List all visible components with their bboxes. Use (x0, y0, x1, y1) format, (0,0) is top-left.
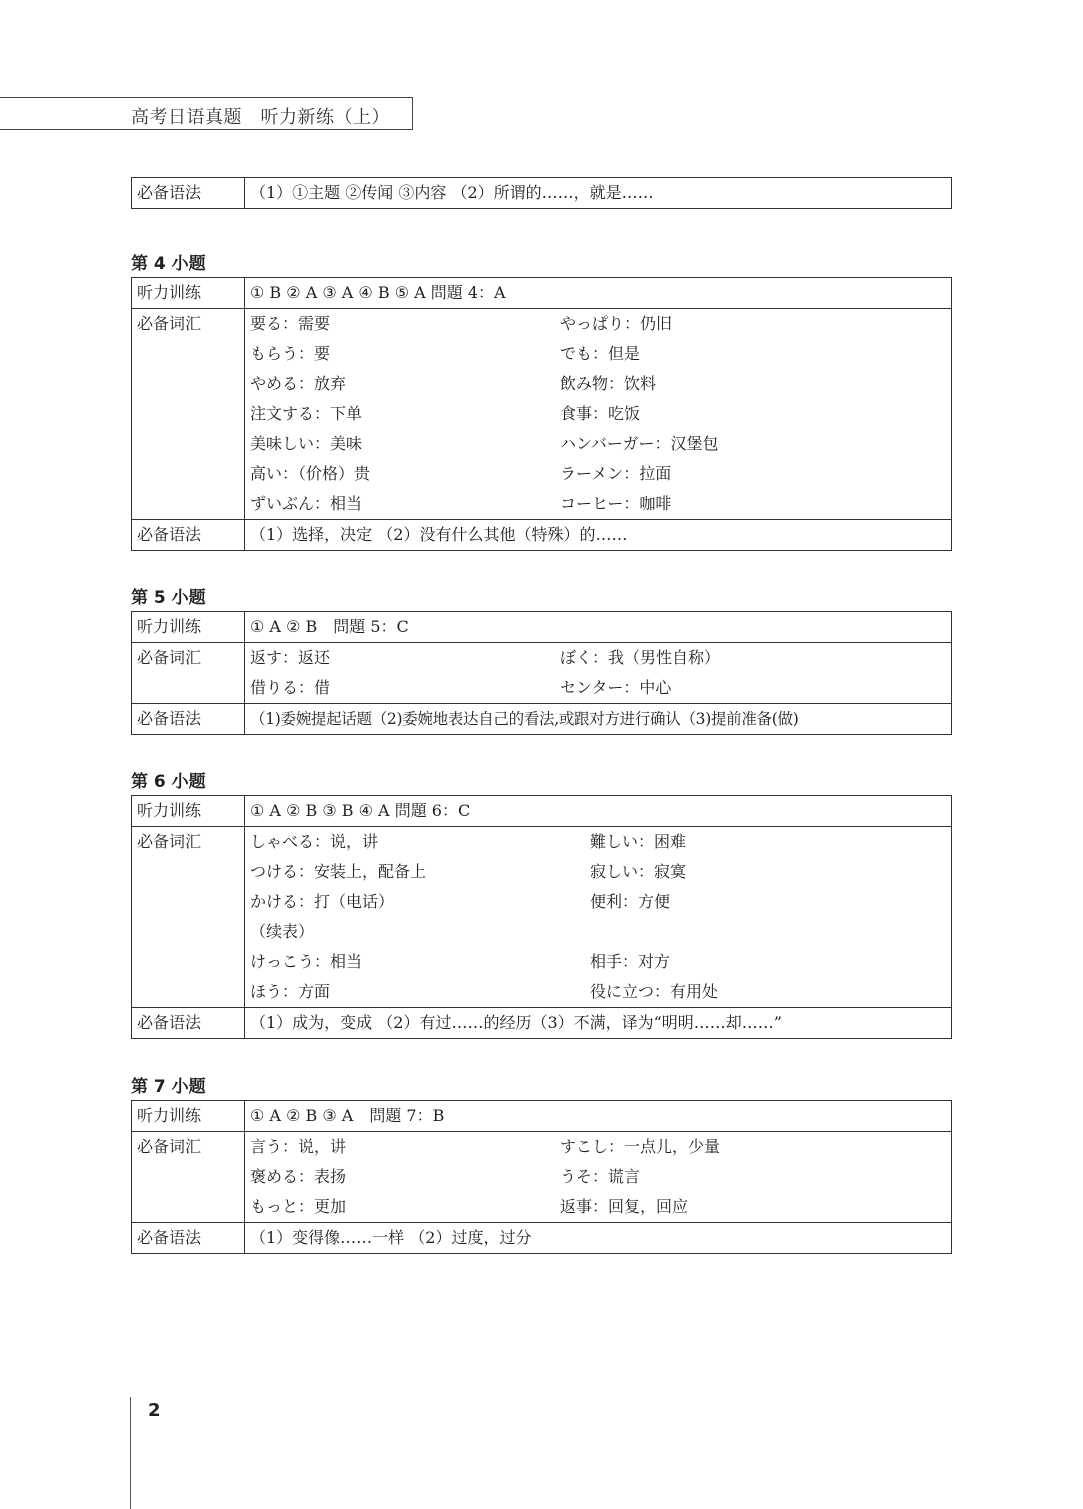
vocab-item: 褒める：表扬 (250, 1167, 347, 1186)
page-margin-line (130, 1397, 131, 1509)
grammar-text: （1）①主题 ②传闻 ③内容 （2）所谓的……，就是…… (245, 178, 952, 209)
vocab-item: 返す：返还 (250, 648, 331, 667)
grammar-text: （1）选择，决定 （2）没有什么其他（特殊）的…… (245, 520, 952, 551)
section-title: 第 7 小题 (131, 1077, 206, 1097)
vocab-label: 必备词汇 (132, 827, 245, 1008)
vocab-row (132, 1132, 952, 1223)
vocab-item: 難しい：困难 (590, 832, 687, 851)
vocab-item: ずいぶん：相当 (250, 494, 363, 513)
vocab-item: 寂しい：寂寞 (590, 862, 687, 881)
vocab-item: ラーメン：拉面 (560, 464, 672, 483)
vocab-item: 借りる：借 (250, 678, 331, 697)
section-table (131, 795, 952, 1039)
listening-label: 听力训练 (132, 278, 245, 309)
section-title: 第 6 小题 (131, 772, 206, 792)
listening-answers: ① A ② B ③ A 問題 7：B (245, 1101, 952, 1132)
vocab-item: 要る：需要 (250, 314, 331, 333)
vocab-item: やっぱり：仍旧 (560, 314, 673, 333)
section-table (131, 1100, 952, 1254)
vocab-item: コーヒー：咖啡 (560, 494, 672, 513)
vocab-item: しゃべる：说，讲 (250, 832, 379, 851)
grammar-text: （1）成为，变成 （2）有过……的经历（3）不满，译为“明明……却……” (245, 1008, 952, 1039)
listening-answers: ① A ② B 問題 5：C (245, 612, 952, 643)
vocab-item: 役に立つ：有用处 (590, 982, 719, 1001)
listening-row (132, 612, 952, 643)
vocab-item: 美味しい：美味 (250, 434, 363, 453)
vocab-item (590, 917, 718, 947)
vocab-item: 高い：（价格）贵 (250, 464, 371, 483)
vocab-item: もらう：要 (250, 344, 331, 363)
section-table (131, 277, 952, 551)
vocab-item: 食事：吃饭 (560, 404, 641, 423)
grammar-row (132, 520, 952, 551)
vocab-item: ハンバーガー：汉堡包 (560, 434, 719, 453)
vocab-item: ぼく：我（男性自称） (560, 648, 721, 667)
grammar-label: 必备语法 (132, 704, 245, 735)
listening-answers: ① A ② B ③ B ④ A 問題 6：C (245, 796, 952, 827)
vocab-item: 注文する：下单 (250, 404, 363, 423)
vocab-label: 必备词汇 (132, 1132, 245, 1223)
grammar-row (132, 1008, 952, 1039)
vocab-item: 相手：对方 (590, 952, 671, 971)
grammar-text: （1）变得像……一样 （2）过度，过分 (245, 1223, 952, 1254)
vocab-item: 飲み物：饮料 (560, 374, 657, 393)
page-number: 2 (148, 1400, 161, 1421)
vocab-row (132, 827, 952, 1008)
vocab-label: 必备词汇 (132, 309, 245, 520)
vocab-item: けっこう：相当 (250, 952, 363, 971)
vocab-row (132, 309, 952, 520)
vocab-item: センター：中心 (560, 678, 672, 697)
vocab-item: やめる：放弃 (250, 374, 347, 393)
grammar-label: 必备语法 (132, 1008, 245, 1039)
listening-row (132, 1101, 952, 1132)
listening-label: 听力训练 (132, 612, 245, 643)
section-title: 第 4 小题 (131, 254, 206, 274)
vocab-item: 言う：说，讲 (250, 1137, 347, 1156)
grammar-label: 必备语法 (132, 520, 245, 551)
vocab-item: 返事：回复，回应 (560, 1197, 689, 1216)
vocab-cell (245, 643, 952, 704)
grammar-table-top (131, 177, 952, 209)
grammar-row (132, 1223, 952, 1254)
vocab-item: かける：打（电话） (250, 892, 395, 911)
vocab-cell (245, 309, 952, 520)
section-table (131, 611, 952, 735)
vocab-row (132, 643, 952, 704)
vocab-item: ほう：方面 (250, 982, 331, 1001)
listening-label: 听力训练 (132, 1101, 245, 1132)
listening-label: 听力训练 (132, 796, 245, 827)
vocab-cell (245, 1132, 952, 1223)
grammar-row (132, 704, 952, 735)
grammar-text: （1)委婉提起话题（2)委婉地表达自己的看法,或跟对方进行确认（3)提前准备(做) (245, 704, 952, 735)
listening-answers: ① B ② A ③ A ④ B ⑤ A 問題 4：A (245, 278, 952, 309)
vocab-item: すこし：一点儿，少量 (560, 1137, 721, 1156)
listening-row (132, 796, 952, 827)
section-title: 第 5 小题 (131, 588, 206, 608)
vocab-item: 便利：方便 (590, 892, 671, 911)
grammar-label: 必备语法 (132, 1223, 245, 1254)
vocab-item: もっと：更加 (250, 1197, 347, 1216)
continued-note: （续表） (250, 922, 315, 941)
running-header: 高考日语真题 听力新练（上） (131, 107, 390, 128)
grammar-label: 必备语法 (132, 178, 245, 209)
vocab-label: 必备词汇 (132, 643, 245, 704)
vocab-cell (245, 827, 952, 1008)
listening-row (132, 278, 952, 309)
vocab-item: つける：安装上，配备上 (250, 862, 427, 881)
vocab-item: うそ：谎言 (560, 1167, 641, 1186)
vocab-item: でも：但是 (560, 344, 641, 363)
